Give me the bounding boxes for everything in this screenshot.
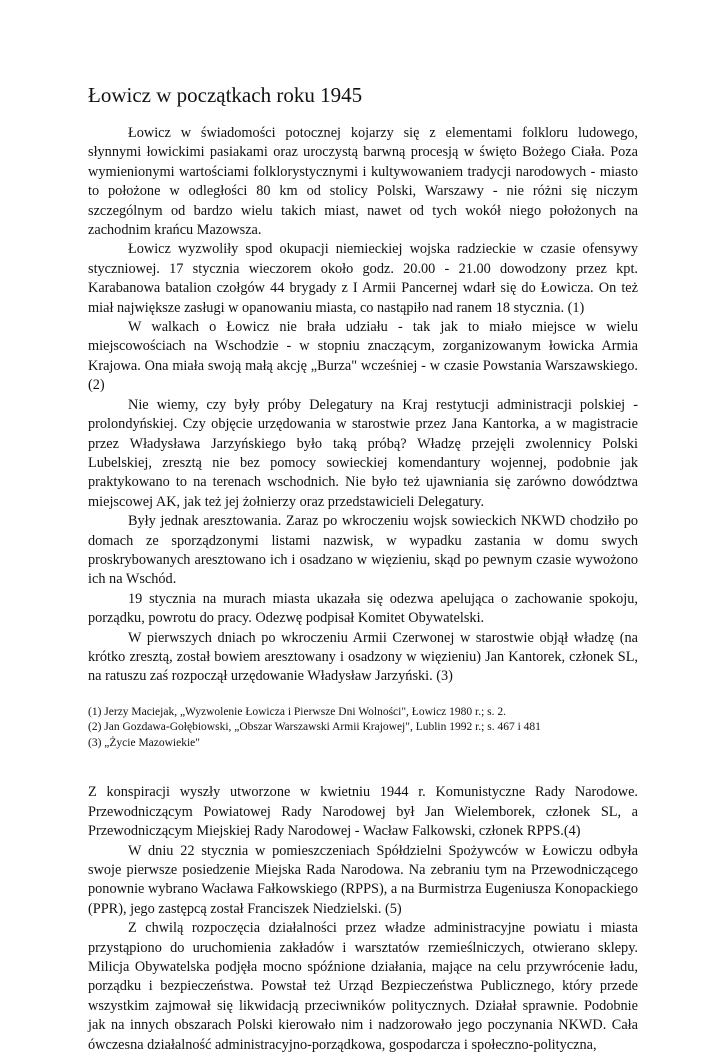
paragraph-7: W pierwszych dniach po wkroczeniu Armii Czerwonej w starostwie objął władzę (na krótko zresztą, został bowiem aresztowany i osadzony w więzieniu) Jan Kantorek, członek SL, na ratuszu zaś rozpoczął urzędowanie Władysław Jarzyński. (3) xyxy=(88,629,638,685)
section-continued-text xyxy=(88,783,638,1055)
footnote-1: (1) Jerzy Maciejak, „Wyzwolenie Łowicza i Pierwsze Dni Wolności", Łowicz 1980 r.; s. 2. xyxy=(88,705,507,718)
document-page xyxy=(88,82,638,1055)
document-title: Łowicz w początkach roku 1945 xyxy=(88,83,363,107)
paragraph-2: Łowicz wyzwoliły spod okupacji niemieckiej wojska radzieckie w czasie ofensywy styczniowej. 17 stycznia wieczorem około godz. 20.00 - 21.00 dowodzony przez kpt. Karabanowa batalion czołgów 44 brygady z I Armii Pancernej wdarł się do Łowicza. On też miał największe zasługi w opanowaniu miasta, co nastąpiło nad ranem 18 stycznia. (1) xyxy=(88,241,638,316)
paragraph-1: Łowicz w świadomości potocznej kojarzy się z elementami folkloru ludowego, słynnymi łowickimi pasiakami oraz uroczystą barwną procesją w święto Bożego Ciała. Poza wymienionymi wartościami folklorystycznymi i kultywowaniem tradycji narodowych - miasto to położone w odległości 80 km od stolicy Polski, Warszawy - nie różni się niczym szczególnym od bardzo wielu takich miast, nawet od tych wokół niego położonych na zachodnim krańcu Mazowsza. xyxy=(88,125,638,239)
paragraph-6: 19 stycznia na murach miasta ukazała się odezwa apelująca o zachowanie spokoju, porządku, powrotu do pracy. Odezwę podpisał Komitet Obywatelski. xyxy=(88,590,638,627)
footnote-2: (2) Jan Gozdawa-Gołębiowski, „Obszar Warszawski Armii Krajowej", Lublin 1992 r.; s. 467 i 481 xyxy=(88,721,541,734)
footnote-3: (3) „Życie Mazowiekie" xyxy=(88,736,200,749)
paragraph-9: W dniu 22 stycznia w pomieszczeniach Spółdzielni Spożywców w Łowiczu odbyła swoje pierwsze posiedzenie Miejska Rada Narodowa. Na zebraniu tym na Przewodniczącego ponownie wybrano Wacława Fałkowskiego (RPPS), a na Burmistrza Eugeniusza Konopackiego (PPR), jego zastępcą został Franciszek Niedzielski. (5) xyxy=(88,842,638,917)
section-main-text xyxy=(88,124,638,687)
paragraph-8: Z konspiracji wyszły utworzone w kwietniu 1944 r. Komunistyczne Rady Narodowe. Przewodniczącym Powiatowej Rady Narodowej był Jan Wielemborek, członek SL, a Przewodniczącym Miejskiej Rady Narodowej - Wacław Falkowski, członek RPPS.(4) xyxy=(88,784,638,840)
paragraph-3: W walkach o Łowicz nie brała udziału - tak jak to miało miejsce w wielu miejscowościach na Wschodzie - w stopniu znaczącym, zorganizowanym łowicka Armia Krajowa. Ona miała swoją małą akcję „Burza" wcześniej - w czasie Powstania Warszawskiego. (2) xyxy=(88,319,638,394)
footnotes xyxy=(88,705,638,752)
paragraph-4: Nie wiemy, czy były próby Delegatury na Kraj restytucji administracji polskiej - prolondyńskiej. Czy objęcie urzędowania w starostwie przez Jana Kantorka, a w magistracie przez Władysława Jarzyńskiego było taką próbą? Władzę przejęli zwolennicy Polski Lubelskiej, zresztą nie bez pomocy sowieckiej komendantury wojennej, podobnie jak praktykowano to na terenach wschodnich. Nie było też ujawniania się zarówno dowództwa miejscowej AK, jak też jej żołnierzy oraz przedstawicieli Delegatury. xyxy=(88,396,638,510)
paragraph-10: Z chwilą rozpoczęcia działalności przez władze administracyjne powiatu i miasta przystąpiono do uruchomienia zakładów i warsztatów rzemieślniczych, otwierano sklepy. Milicja Obywatelska podjęła mocno spóźnione działania, mające na celu przywrócenie ładu, porządku i bezpieczeństwa. Powstał też Urząd Bezpieczeństwa Publicznego, który przede wszystkim zajmował się likwidacją przeciwników politycznych. Działał sprawnie. Podobnie jak na innych obszarach Polski kierowało nim i nadzorowało jego poczynania NKWD. Cała ówczesna działalność administracyjno-porządkowa, gospodarcza i społeczno-polityczna, xyxy=(88,920,638,1053)
paragraph-5: Były jednak aresztowania. Zaraz po wkroczeniu wojsk sowieckich NKWD chodziło po domach ze sporządzonymi listami nazwisk, w wypadku zastania w domu swych proskrybowanych aresztowano ich i osadzano w więzieniu, skąd po pewnym czasie wywożono ich na Wschód. xyxy=(88,513,638,588)
